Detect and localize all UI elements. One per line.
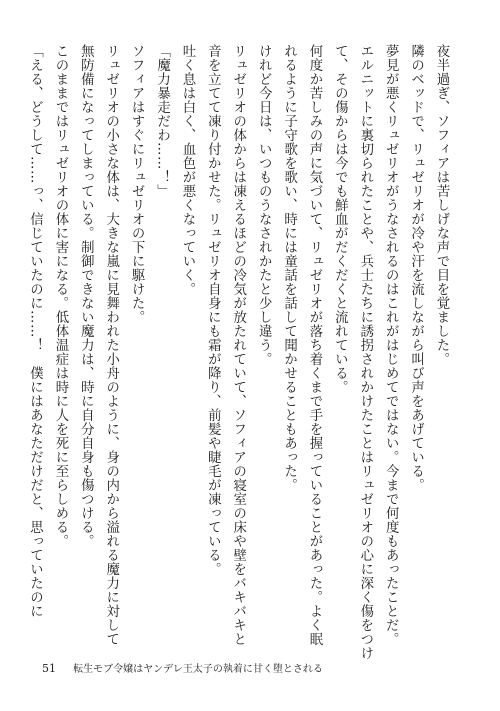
text-line: 無防備になってしまっている。制御できない魔力は、時に自分自身も傷つける。 <box>78 44 94 548</box>
text-line: 何度か苦しみの声に気づいて、リュゼリオが落ち着くまで手を握っていることがあった。よく眠 <box>306 44 322 646</box>
text-line: れるように子守歌を歌い、時には童話を話して聞かせることもあった。 <box>281 44 297 492</box>
text-line: 夜半過ぎ、ソフィアは苦しげな声で目を覚ました。 <box>434 44 449 366</box>
page-footer <box>42 660 323 675</box>
text-line: 「魔力暴走だわ……！」 <box>154 44 170 198</box>
text-line: ソフィアはすぐにリュゼリオの下に駆けた。 <box>129 44 145 324</box>
text-line: エルニットに裏切られたことや、兵士たちに誘拐されかけたことはリュゼリオの心に深く傷をつけ <box>357 44 373 660</box>
book-title: 転生モブ令嬢はヤンデレ王太子の執着に甘く堕とされる <box>73 664 323 675</box>
text-line: 音を立てて凍り付かせた。リュゼリオ自身にも霜が降り、前髪や睫毛が凍っている。 <box>205 44 221 576</box>
page-number: 51 <box>42 662 56 675</box>
text-line: 吐く息は白く、血色が悪くなっていく。 <box>179 44 195 296</box>
text-line: リュゼリオの体からは凍えるほどの冷気が放たれていて、ソフィアの寝室の床や壁をバキバキと <box>230 44 246 646</box>
text-line: けれど今日は、いつものうなされかたと少し違う。 <box>256 44 272 366</box>
vertical-text-body <box>27 44 454 660</box>
text-line: リュゼリオの小さな体は、大きな嵐に見舞われた小舟のように、身の内から溢れる魔力に対して <box>103 44 119 646</box>
text-line: 「える、どうして……っ、信じていたのに……！ 僕にはあなただけだと、思っていたのに <box>27 44 43 618</box>
text-line: このままではリュゼリオの体に害になる。低体温症は時に人を死に至らしめる。 <box>52 44 68 548</box>
text-line: 夢見が悪くリュゼリオがうなされるのはこれがはじめてではない。今まで何度もあったことだ。 <box>383 44 399 646</box>
text-line: 隣のベッドで、リュゼリオが冷や汗を流しながら叫び声をあげている。 <box>408 44 424 492</box>
text-line: て、その傷からは今でも鮮血がだくだくと流れている。 <box>332 44 348 394</box>
